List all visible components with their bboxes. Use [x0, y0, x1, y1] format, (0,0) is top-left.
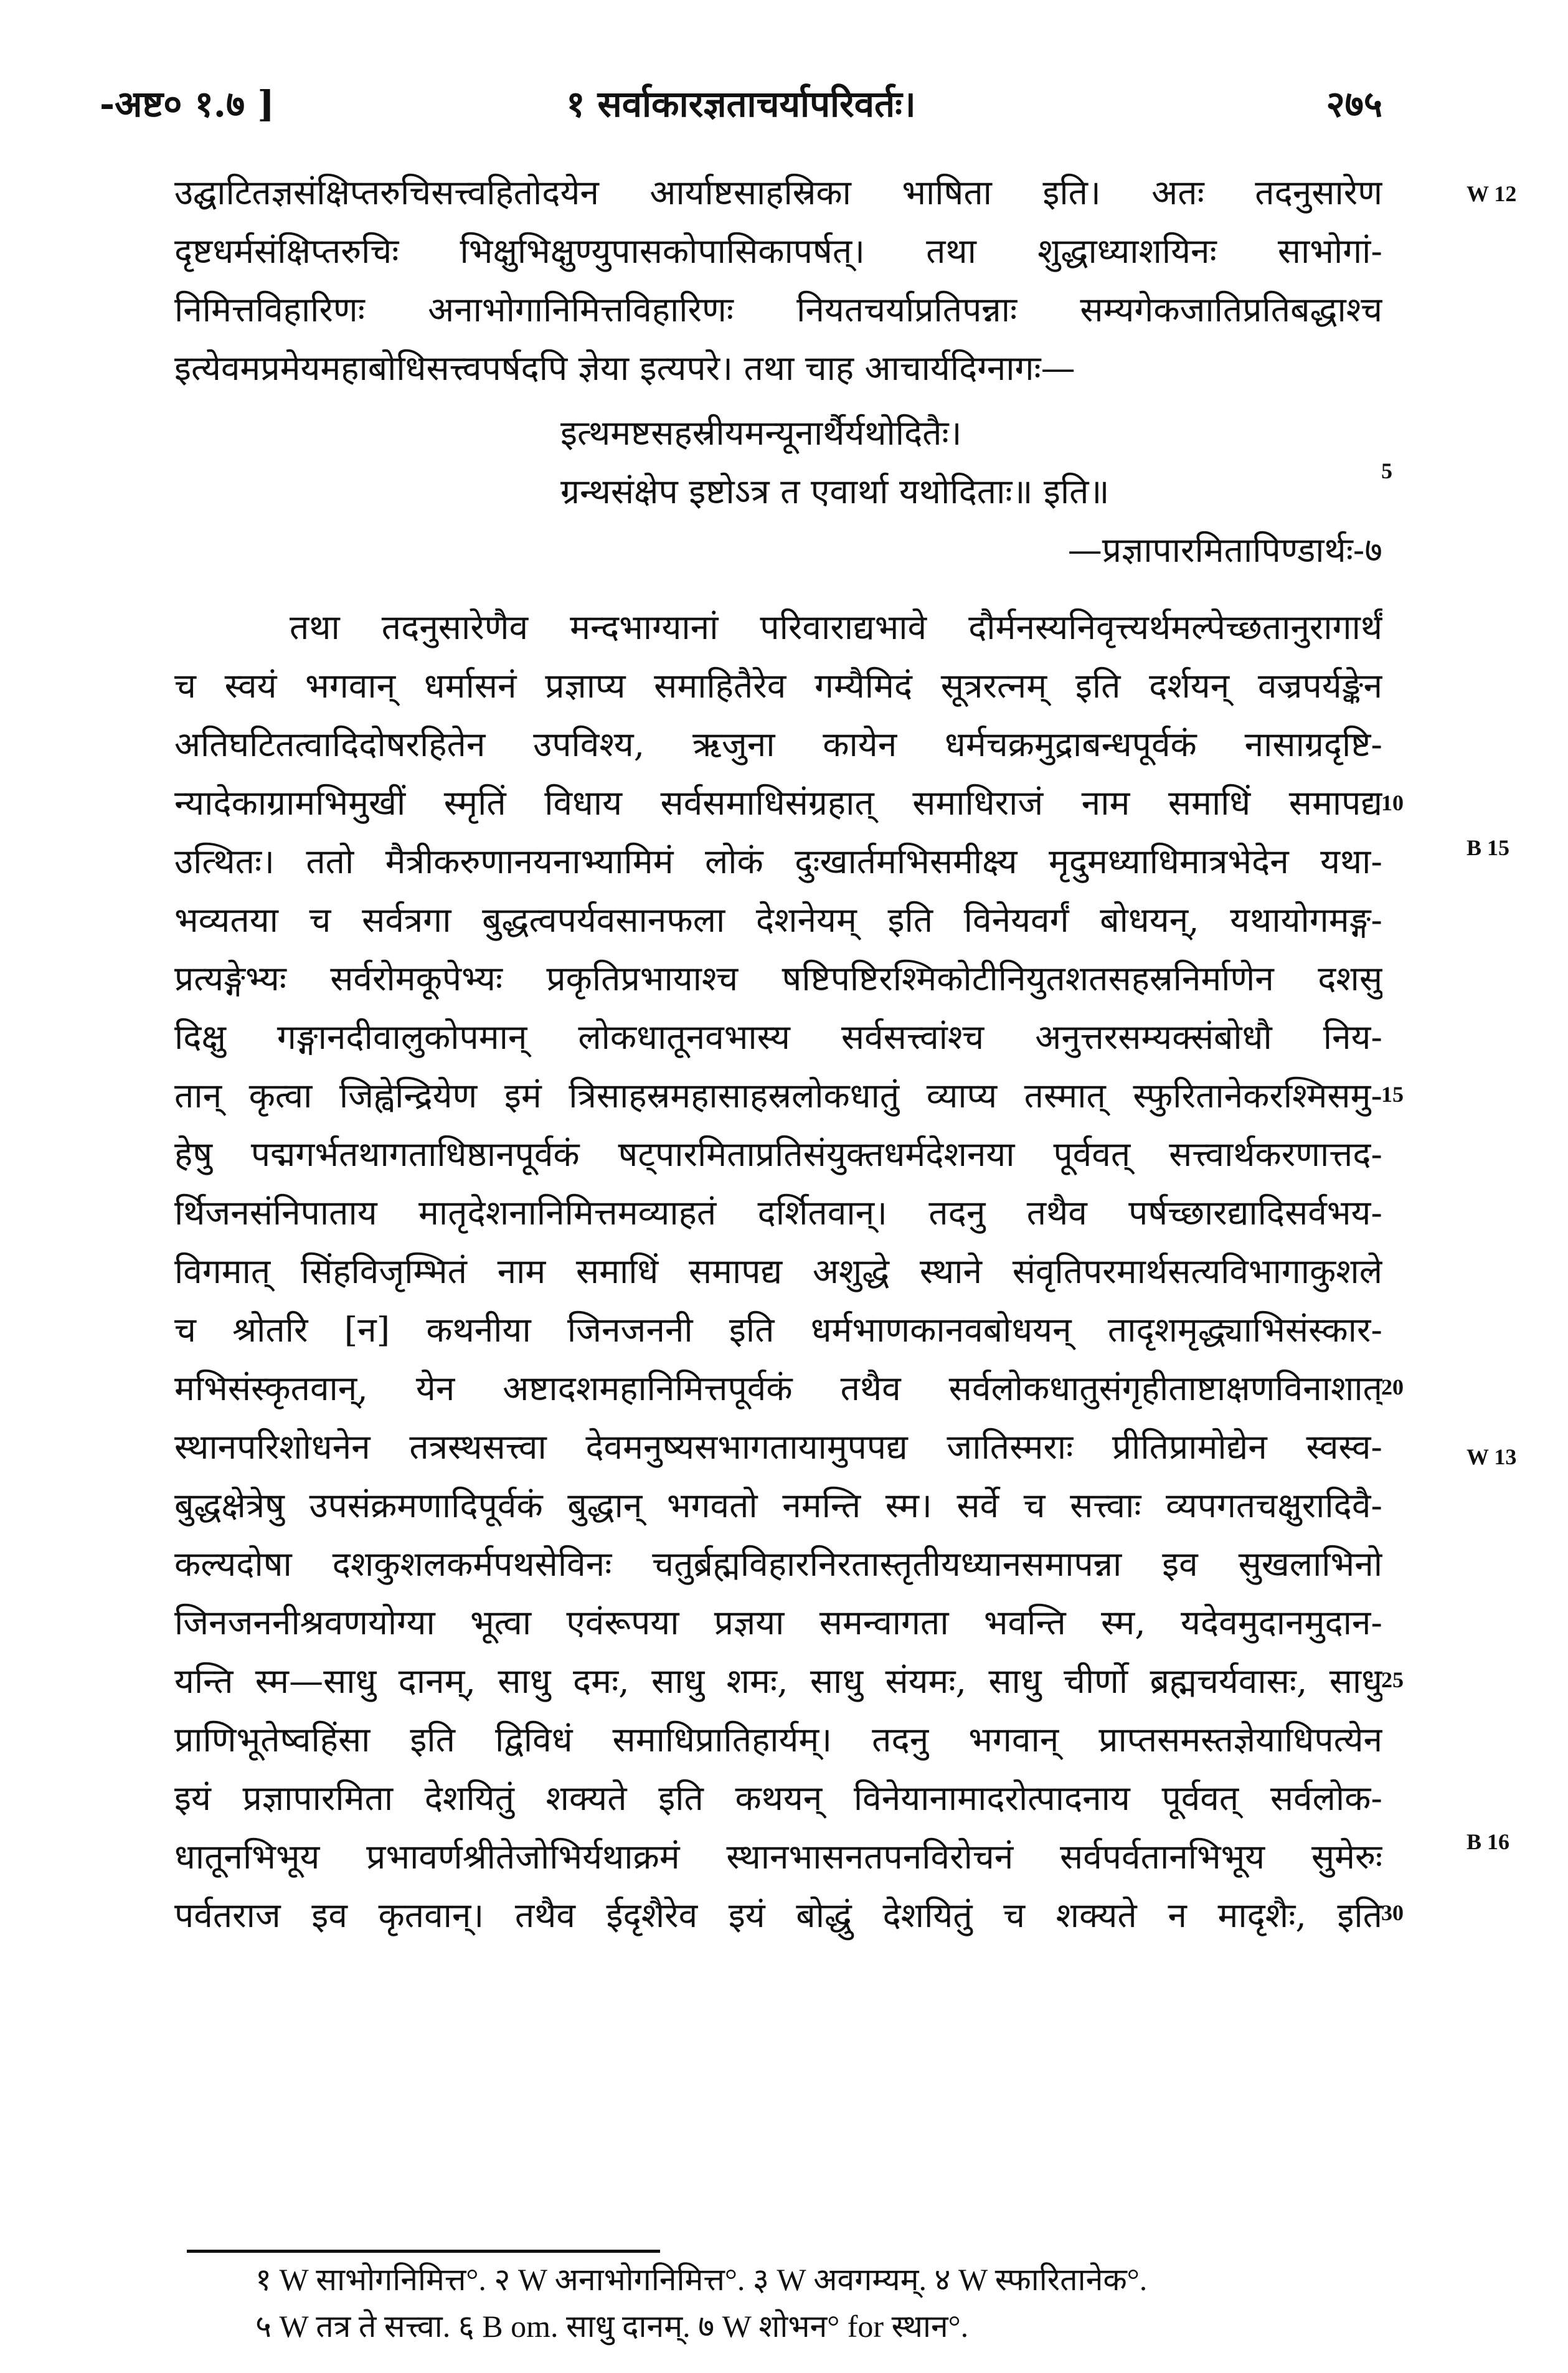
footnote-divider	[187, 2250, 660, 2253]
verse-line: ग्रन्थसंक्षेप इष्टोऽत्र त एवार्था यथोदिताः॥ इति॥	[560, 471, 1110, 511]
header-title: १ सर्वाकारज्ञताचर्यापरिवर्तः।	[566, 83, 916, 125]
footnote-line: १ W साभोगनिमित्त°. २ W अनाभोगनिमित्त°. ३ W अवगम्यम्. ४ W स्फारितानेक°.	[255, 2262, 1148, 2297]
running-header	[100, 78, 1382, 134]
text-line: प्राणिभूतेष्वहिंसा इति द्विविधं समाधिप्रातिहार्यम्। तदनु भगवान् प्राप्तसमस्तज्ञेयाधिपत्येन	[174, 1720, 1382, 1760]
text-line: हेषु पद्मगर्भतथागताधिष्ठानपूर्वकं षट्पारमिताप्रतिसंयुक्तधर्मदेशनया पूर्ववत् सत्त्वार्थकरणात्तद-	[174, 1134, 1382, 1174]
margin-reference: W 13	[1466, 1444, 1517, 1469]
text-line: इयं प्रज्ञापारमिता देशयितुं शक्यते इति कथयन् विनेयानामादरोत्पादनाय पूर्ववत् सर्वलोक-	[174, 1778, 1382, 1818]
page-number: २७५	[1326, 83, 1382, 125]
text-line: दृष्टधर्मसंक्षिप्तरुचिः भिक्षुभिक्षुण्युपासकोपासिकापर्षत्। तथा शुद्धाध्याशयिनः साभोगां-	[174, 231, 1382, 271]
text-line: अतिघटितत्वादिदोषरहितेन उपविश्य, ऋजुना कायेन धर्मचक्रमुद्राबन्धपूर्वकं नासाग्रदृष्टि-	[174, 724, 1382, 764]
line-number: 5	[1381, 458, 1392, 483]
text-line: कल्यदोषा दशकुशलकर्मपथसेविनः चतुर्ब्रह्मविहारनिरतास्तृतीयध्यानसमापन्ना इव सुखलाभिनो	[174, 1544, 1382, 1584]
text-line: विगमात् सिंहविजृम्भितं नाम समाधिं समापद्य अशुद्धे स्थाने संवृतिपरमार्थसत्यविभागाकुशले	[174, 1251, 1382, 1291]
text-line: च स्वयं भगवान् धर्मासनं प्रज्ञाप्य समाहितैरेव गम्यैमिदं सूत्ररत्नम् इति दर्शयन् वज्रपर्यङ्केन	[174, 666, 1382, 706]
text-line: बुद्धक्षेत्रेषु उपसंक्रमणादिपूर्वकं बुद्धान् भगवतो नमन्ति स्म। सर्वे च सत्त्वाः व्यपगतचक्षुरादिवै-	[174, 1485, 1382, 1525]
margin-reference: W 12	[1466, 181, 1517, 206]
text-line: दिक्षु गङ्गानदीवालुकोपमान् लोकधातूनवभास्य सर्वसत्त्वांश्च अनुत्तरसम्यक्संबोधौ निय-	[174, 1017, 1382, 1057]
line-number: 10	[1381, 790, 1404, 815]
text-line: तान् कृत्वा जिह्वेन्द्रियेण इमं त्रिसाहस्रमहासाहस्रलोकधातुं व्याप्य तस्मात् स्फुरितानेकरश्मिसमु-	[174, 1076, 1382, 1115]
text-line: इत्येवमप्रमेयमहाबोधिसत्त्वपर्षदपि ज्ञेया इत्यपरे। तथा चाह आचार्यदिग्नागः—	[174, 348, 1075, 388]
text-line: च श्रोतरि [न] कथनीया जिनजननी इति धर्मभाणकानवबोधयन् तादृशमृद्ध्याभिसंस्कार-	[174, 1310, 1382, 1350]
verse-attribution: —प्रज्ञापारमितापिण्डार्थः-७	[1067, 530, 1382, 570]
text-line: पर्वतराज इव कृतवान्। तथैव ईदृशैरेव इयं बोद्धुं देशयितुं च शक्यते न मादृशैः, इति	[174, 1895, 1382, 1935]
margin-reference: B 15	[1466, 835, 1510, 860]
line-number: 15	[1381, 1082, 1404, 1107]
text-line: तथा तदनुसारेणैव मन्दभाग्यानां परिवाराद्यभावे दौर्मनस्यनिवृत्त्यर्थमल्पेच्छतानुरागार्थं	[290, 607, 1382, 647]
line-number: 30	[1381, 1900, 1404, 1925]
text-line: उद्घाटितज्ञसंक्षिप्तरुचिसत्त्वहितोदयेन आर्याष्टसाहस्रिका भाषिता इति। अतः तदनुसारेण	[174, 173, 1382, 212]
text-line: निमित्तविहारिणः अनाभोगानिमित्तविहारिणः नियतचर्याप्रतिपन्नाः सम्यगेकजातिप्रतिबद्धाश्च	[174, 290, 1382, 329]
line-number: 20	[1381, 1375, 1404, 1400]
text-line: मभिसंस्कृतवान्, येन अष्टादशमहानिमित्तपूर्वकं तथैव सर्वलोकधातुसंगृहीताष्टाक्षणविनाशात्	[174, 1368, 1382, 1408]
text-line: यन्ति स्म—साधु दानम्, साधु दमः, साधु शमः, साधु संयमः, साधु चीर्णो ब्रह्मचर्यवासः, साधु	[174, 1661, 1382, 1701]
text-line: भव्यतया च सर्वत्रगा बुद्धत्वपर्यवसानफला देशनेयम् इति विनेयवर्गं बोधयन्, यथायोगमङ्ग-	[174, 900, 1382, 940]
text-line: धातूनभिभूय प्रभावर्णश्रीतेजोभिर्यथाक्रमं स्थानभासनतपनविरोचनं सर्वपर्वतानभिभूय सुमेरुः	[174, 1837, 1382, 1877]
text-line: न्यादेकाग्रामभिमुखीं स्मृतिं विधाय सर्वसमाधिसंग्रहात् समाधिराजं नाम समाधिं समापद्य	[174, 783, 1382, 823]
margin-reference: B 16	[1466, 1829, 1510, 1854]
text-line: उत्थितः। ततो मैत्रीकरुणानयनाभ्यामिमं लोकं दुःखार्तमभिसमीक्ष्य मृदुमध्याधिमात्रभेदेन यथा-	[174, 841, 1382, 881]
text-line: जिनजननीश्रवणयोग्या भूत्वा एवंरूपया प्रज्ञया समन्वागता भवन्ति स्म, यदेवमुदानमुदान-	[174, 1603, 1382, 1642]
footnote-line: ५ W तत्र ते सत्त्वा. ६ B om. साधु दानम्. ७ W शोभन° for स्थान°.	[255, 2309, 969, 2344]
verse-line: इत्थमष्टसहस्रीयमन्यूनार्थैर्यथोदितैः।	[560, 413, 962, 453]
text-line: प्रत्यङ्गेभ्यः सर्वरोमकूपेभ्यः प्रकृतिप्रभायाश्च षष्टिपष्टिरश्मिकोटीनियुतशतसहस्रनिर्माणेन दशसु	[174, 959, 1382, 998]
line-number: 25	[1381, 1667, 1404, 1692]
header-section-ref: -अष्ट० १.७ ]	[100, 83, 275, 125]
text-line: स्थानपरिशोधनेन तत्रस्थसत्त्वा देवमनुष्यसभागतायामुपपद्य जातिस्मराः प्रीतिप्रामोद्येन स्वस्व-	[174, 1427, 1382, 1467]
text-line: र्थिजनसंनिपाताय मातृदेशनानिमित्तमव्याहतं दर्शितवान्। तदनु तथैव पर्षच्छारद्यादिसर्वभय-	[174, 1193, 1382, 1233]
